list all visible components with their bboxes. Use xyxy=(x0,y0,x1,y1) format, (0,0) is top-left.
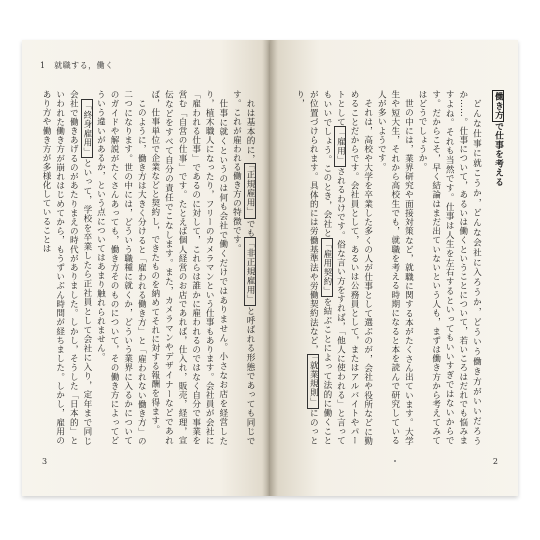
boxed-term: 「非正規雇用」 xyxy=(245,239,255,305)
page-number-right: 2 xyxy=(492,457,498,466)
text-run: れは基本的に， xyxy=(245,98,255,164)
paragraph xyxy=(292,90,374,445)
paragraph xyxy=(229,90,256,445)
right-page xyxy=(270,40,518,496)
book-gutter xyxy=(262,40,278,496)
boxed-term: 「就業規則」 xyxy=(308,356,319,407)
running-head: 1 就職する，働く xyxy=(40,61,114,70)
boxed-term: 「終身雇用」 xyxy=(81,100,92,157)
text-run: このように，働き方は大きく分けると「雇われる働き方」と「雇われない働き方」の二つになります。世の中には，どういう職種に就くか，どういう業界に入るかについてのガイドや解説がたくさんあっても，働き方そのものについて，その働き方によってどういう違いがあるか，という点についてはあまり触れられません。 xyxy=(95,90,147,445)
text-run: どんな仕事に就こうか，どんな会社に入ろうか，どういう働き方がいいだろうか……。仕事について，あるいは働くということについて，若いころはだれでも悩みますよね。それも当然です。仕事は人生を左右するといってもいいすぎではないからです。だからこそ，早く結論はまだ出ていないという人も，まずは働き方から考えてみてはどうでしょうか。 xyxy=(417,90,482,445)
boxed-term: 「雇用契約」 xyxy=(321,239,332,296)
text-run: 仕事に就くというのは何も会社で働くだけではありません。小さなお店を経営したり，植木職人になったり，フリーのカメラマンという仕事もあります。会社員が会社に「雇われる仕事」であるのに対して，これらは誰かに雇われるのではなく自分で事業を営む「自営の仕事」です。たとえば個人経営のお店であれば，仕入れ，販売，経理，宣伝などをすべて自分の責任でこなします。また，カメラマンやデザイナーなどであれば，仕事単位で企業などと契約し，できたものを納めてそれに対する報酬を得ます。 xyxy=(149,90,228,445)
text-run: と呼ばれる形態であっても同じです。これが雇われる働き方の特徴です。 xyxy=(231,90,255,445)
paragraph xyxy=(147,90,229,445)
boxed-term: 「正規雇用」 xyxy=(245,165,255,217)
text-run: それは，高校や大学を卒業した多くの人が仕事として選ぶのが，会社や役所などに勤めることだからです。会社員として，あるいは公務員として，またはアルバイトやパートとして xyxy=(335,90,373,445)
open-book xyxy=(22,40,518,496)
text-run: といって，学校を卒業したら正社員として会社に入り，定年まで同じ会社で働きあげるのがあたりまえの時代がありました。しかし，そうした「日本的」といわれた働き方が崩れはじめてから，もうずいぶん時間が経ちました。しかし，雇用のあり方や働き方が多様化していることは xyxy=(41,90,92,445)
text-run: されるわけです。俗な言い方をすれば，「他人に使われる」と言ってもいいでしょう。このとき，会社と xyxy=(321,90,346,446)
text-run: でも xyxy=(245,218,255,238)
section-heading-boxed: 働き方 xyxy=(493,92,503,120)
section-heading xyxy=(490,90,504,445)
paragraph xyxy=(374,90,415,445)
left-page xyxy=(22,40,270,496)
paragraph xyxy=(39,90,93,445)
right-page-body xyxy=(292,90,504,445)
left-page-body xyxy=(41,90,256,445)
section-heading-suffix: で仕事を考える xyxy=(493,121,503,187)
paragraph xyxy=(414,90,482,445)
text-run: にのっとり， xyxy=(294,90,319,446)
paragraph xyxy=(93,90,147,445)
page-dot xyxy=(394,460,396,462)
text-run: を結ぶことによって法的に働くことが位置づけられます。具体的には労働基準法や労働契約法など， xyxy=(308,90,332,445)
boxed-term: 「雇用」 xyxy=(335,128,346,165)
page-number-left: 3 xyxy=(42,457,48,466)
text-run: 世の中には，業界研究や面接対策など，就職に関する本がたくさん出ています。大学生や短大生，それから高校生でも，就職を考える時期になると本を読んで研究している人が多いようです。 xyxy=(376,90,414,445)
